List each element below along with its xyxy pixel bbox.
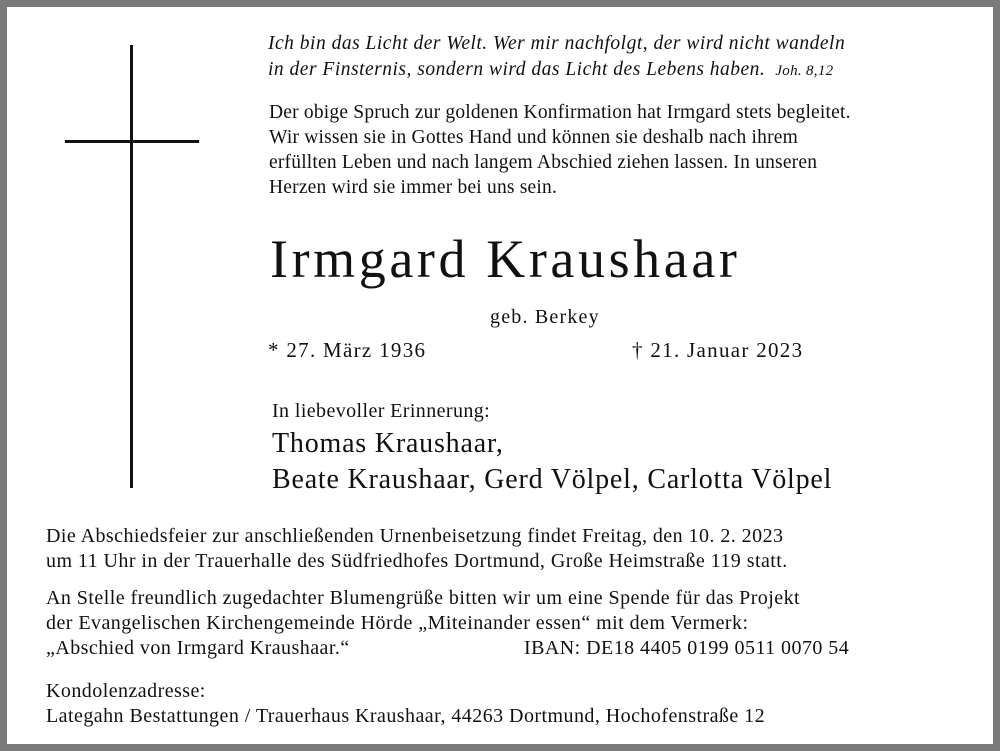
mourners-line-1: Thomas Kraushaar, <box>272 428 504 459</box>
verse-line-2 <box>268 59 833 81</box>
donation-iban: IBAN: DE18 4405 0199 0511 0070 54 <box>524 637 850 659</box>
death-date: † 21. Januar 2023 <box>632 338 804 362</box>
verse-line-1: Ich bin das Licht der Welt. Wer mir nachfolgt, der wird nicht wandeln <box>268 33 846 54</box>
maiden-name: geb. Berkey <box>490 306 600 328</box>
ceremony-line-2: um 11 Uhr in der Trauerhalle des Südfriedhofes Dortmund, Große Heimstraße 119 statt. <box>46 550 788 572</box>
ceremony-line-1: Die Abschiedsfeier zur anschließenden Urnenbeisetzung findet Freitag, den 10. 2. 2023 <box>46 525 784 547</box>
donation-line-2: der Evangelischen Kirchengemeinde Hörde „Miteinander essen“ mit dem Vermerk: <box>46 612 749 634</box>
donation-line-3 <box>46 637 946 660</box>
cross-vertical-bar <box>130 45 133 488</box>
deceased-name: Irmgard Kraushaar <box>270 229 741 289</box>
birth-date: * 27. März 1936 <box>268 338 427 362</box>
intro-line-1: Der obige Spruch zur goldenen Konfirmation hat Irmgard stets begleitet. <box>269 102 851 123</box>
intro-line-3: erfüllten Leben und nach langem Abschied ziehen lassen. In unseren <box>269 152 818 173</box>
donation-remark: „Abschied von Irmgard Kraushaar.“ <box>46 637 350 659</box>
mourners-heading: In liebevoller Erinnerung: <box>272 400 491 422</box>
verse-reference: Joh. 8,12 <box>775 63 834 79</box>
verse-line-2-text: in der Finsternis, sondern wird das Licht des Lebens haben. <box>268 59 766 80</box>
mourners-line-2: Beate Kraushaar, Gerd Völpel, Carlotta Völpel <box>272 464 833 495</box>
intro-line-2: Wir wissen sie in Gottes Hand und können sie deshalb nach ihrem <box>269 127 798 148</box>
intro-line-4: Herzen wird sie immer bei uns sein. <box>269 177 558 198</box>
cross-horizontal-bar <box>65 140 199 143</box>
condolence-address: Lategahn Bestattungen / Trauerhaus Kraushaar, 44263 Dortmund, Hochofenstraße 12 <box>46 705 766 727</box>
condolence-label: Kondolenzadresse: <box>46 680 206 702</box>
donation-line-1: An Stelle freundlich zugedachter Blumengrüße bitten wir um eine Spende für das Projekt <box>46 587 801 609</box>
